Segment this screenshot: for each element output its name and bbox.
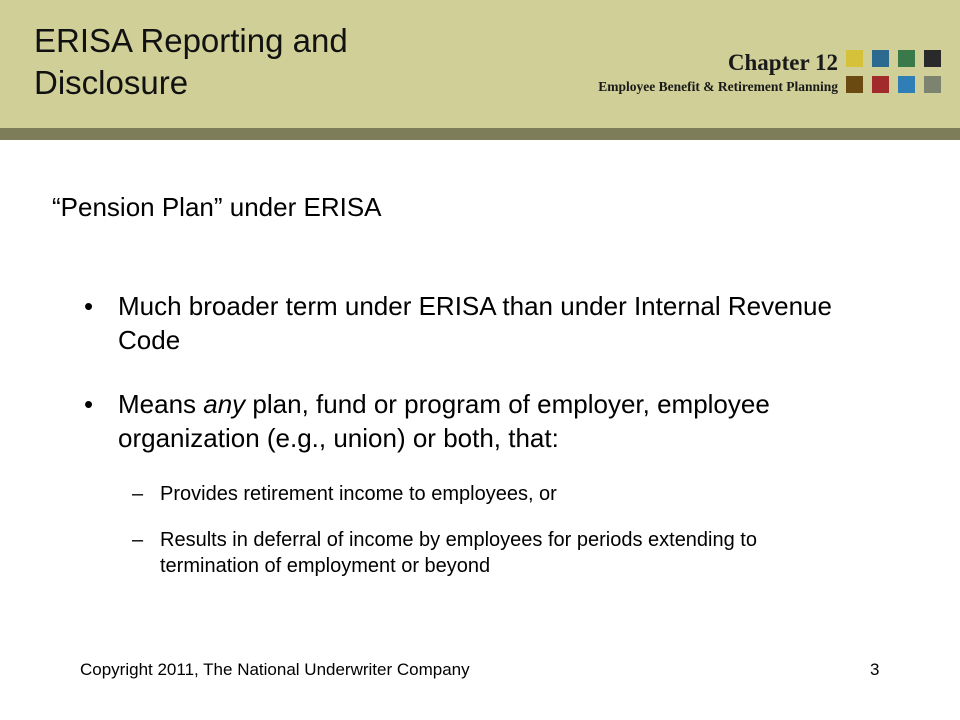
bullet-text (118, 387, 878, 455)
bullet-emphasis: any (203, 389, 246, 419)
logo-square (872, 50, 889, 67)
chapter-block (598, 50, 838, 96)
sub-bullet-text: Results in deferral of income by employees for periods extending to termination of employment or beyond (160, 529, 757, 577)
book-subtitle: Employee Benefit & Retirement Planning (598, 79, 838, 94)
slide-header (0, 0, 960, 128)
sub-bullet-marker: – (132, 529, 144, 551)
copyright-footer: Copyright 2011, The National Underwriter Company (80, 660, 470, 679)
bullet-marker: • (84, 291, 94, 321)
bullet-text: Much broader term under ERISA than under Internal Revenue Code (118, 291, 832, 355)
header-divider (0, 128, 960, 140)
page-number: 3 (870, 660, 880, 679)
bullet-marker: • (84, 389, 94, 419)
sub-bullet-text: Provides retirement income to employees, or (160, 483, 557, 505)
bullet-text-post: plan, fund or program of employer, employee organization (e.g., union) or both, that: (118, 389, 770, 453)
title-line-2: Disclosure (34, 64, 189, 101)
color-squares-logo (846, 50, 942, 94)
bullet-text-pre: Means (118, 389, 204, 419)
logo-square (924, 50, 941, 67)
logo-square (872, 76, 889, 93)
slide-title (34, 20, 348, 104)
logo-square (846, 76, 863, 93)
logo-square (846, 50, 863, 67)
logo-square (898, 50, 915, 67)
slide-heading: “Pension Plan” under ERISA (52, 192, 382, 222)
logo-square (924, 76, 941, 93)
logo-square (898, 76, 915, 93)
title-line-1: ERISA Reporting and (34, 22, 348, 59)
sub-bullet-marker: – (132, 483, 144, 505)
chapter-label: Chapter 12 (727, 50, 838, 75)
